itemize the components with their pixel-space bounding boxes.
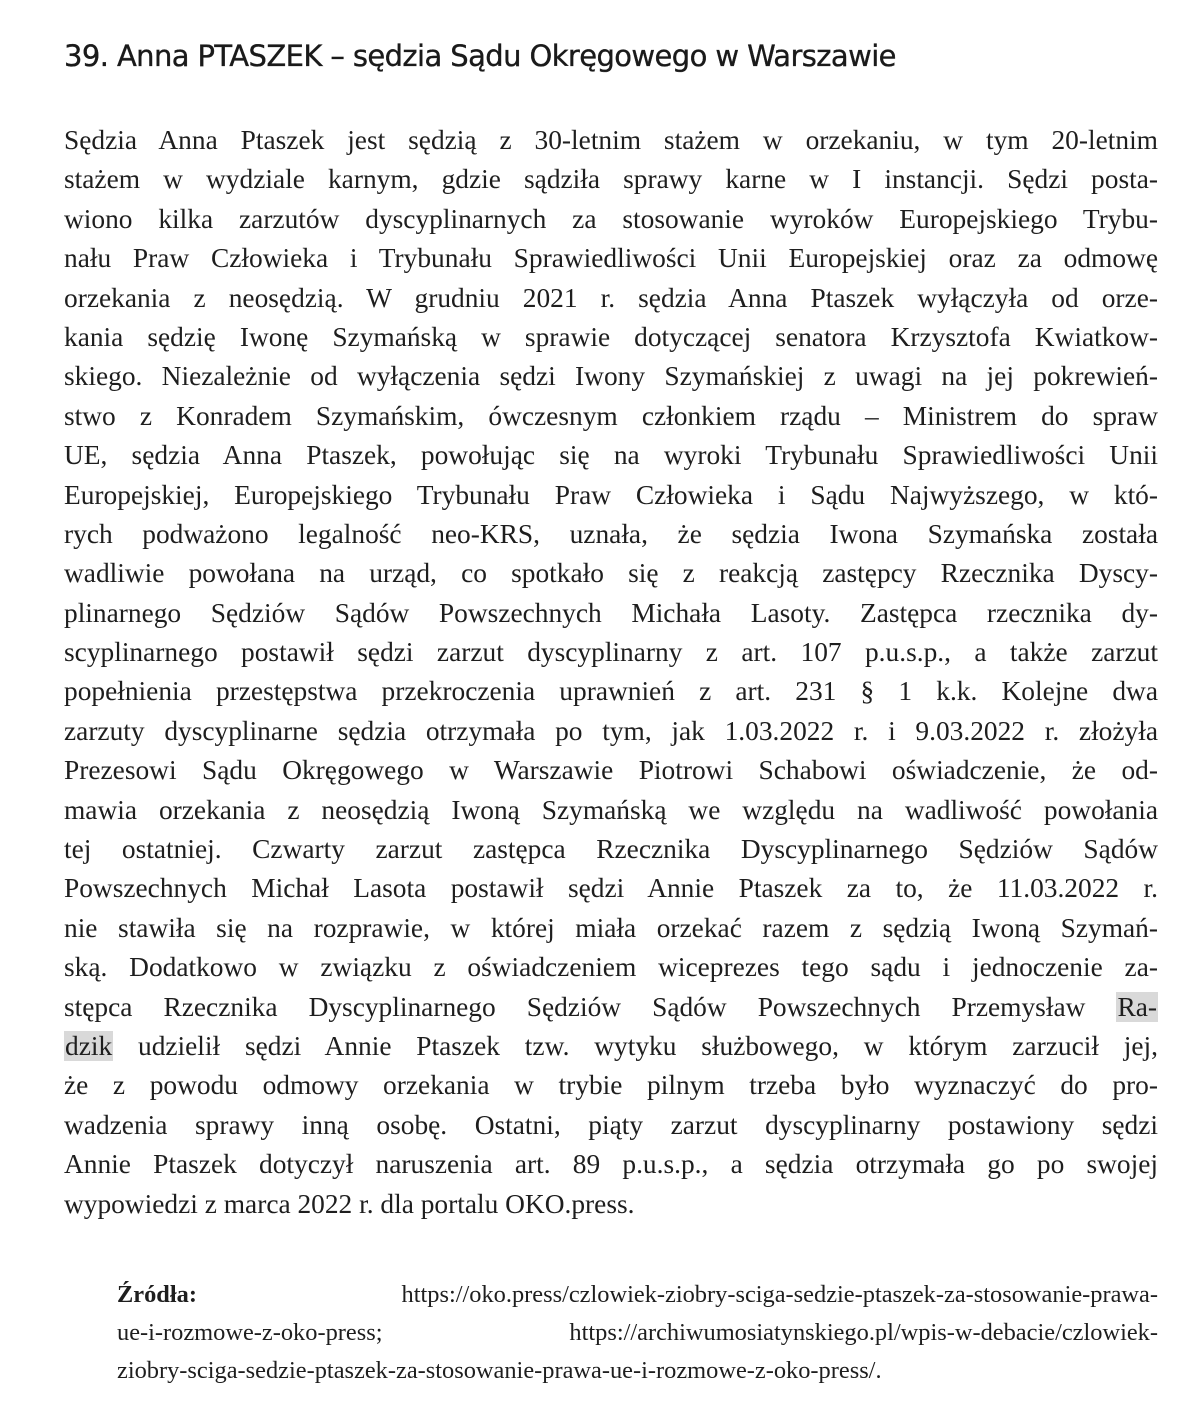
sources-line[interactable]: ue-i-rozmowe-z-oko-press; https://archiwumosiatynskiego.pl/wpis-w-debacie/czlowiek- xyxy=(117,1319,1158,1346)
paragraph-line: Annie Ptaszek dotyczył naruszenia art. 89 p.u.s.p., a sędzia otrzymała go po swojej xyxy=(64,1149,1158,1180)
section-heading: 39. Anna PTASZEK – sędzia Sądu Okręgowego w Warszawie xyxy=(64,39,896,73)
paragraph-line: nału Praw Człowieka i Trybunału Sprawiedliwości Unii Europejskiej oraz za odmowę xyxy=(64,243,1158,274)
paragraph-line: scyplinarnego postawił sędzi zarzut dyscyplinarny z art. 107 p.u.s.p., a także zarzut xyxy=(64,637,1158,668)
body-paragraph xyxy=(64,121,1158,1224)
line-text: stępca Rzecznika Dyscyplinarnego Sędziów Sądów Powszechnych Przemysław xyxy=(64,991,1117,1022)
paragraph-line: mawia orzekania z neosędzią Iwoną Szymańską we względu na wadliwość powołania xyxy=(64,794,1158,825)
paragraph-line: stażem w wydziale karnym, gdzie sądziła sprawy karne w I instancji. Sędzi posta- xyxy=(64,164,1158,195)
paragraph-line: orzekania z neosędzią. W grudniu 2021 r. sędzia Anna Ptaszek wyłączyła od orze- xyxy=(64,282,1158,313)
paragraph-line: skiego. Niezależnie od wyłączenia sędzi Iwony Szymańskiej z uwagi na jej pokrewień- xyxy=(64,361,1158,392)
paragraph-line: zarzuty dyscyplinarne sędzia otrzymała po tym, jak 1.03.2022 r. i 9.03.2022 r. złożyła xyxy=(64,715,1158,746)
paragraph-line: plinarnego Sędziów Sądów Powszechnych Michała Lasoty. Zastępca rzecznika dy- xyxy=(64,597,1158,628)
paragraph-line: nie stawiła się na rozprawie, w której miała orzekać razem z sędzią Iwoną Szymań- xyxy=(64,912,1158,943)
paragraph-line: Europejskiej, Europejskiego Trybunału Praw Człowieka i Sądu Najwyższego, w któ- xyxy=(64,479,1158,510)
sources-line[interactable]: ziobry-sciga-sedzie-ptaszek-za-stosowanie-prawa-ue-i-rozmowe-z-oko-press/. xyxy=(117,1357,882,1384)
paragraph-line-highlight-a xyxy=(64,988,1158,1027)
paragraph-line: wadzenia sprawy inną osobę. Ostatni, piąty zarzut dyscyplinarny postawiony sędzi xyxy=(64,1109,1158,1140)
sources-block xyxy=(117,1276,1158,1390)
text-selection-highlight[interactable]: dzik xyxy=(65,1030,113,1061)
text-selection-highlight[interactable]: Ra- xyxy=(1117,991,1157,1022)
paragraph-line: wiono kilka zarzutów dyscyplinarnych za stosowanie wyroków Europejskiego Trybu- xyxy=(64,203,1158,234)
source-link-1[interactable]: https://oko.press/czlowiek-ziobry-sciga-sedzie-ptaszek-za-stosowanie-prawa- xyxy=(196,1281,1158,1308)
paragraph-line: wypowiedzi z marca 2022 r. dla portalu OKO.press. xyxy=(64,1188,635,1219)
paragraph-line: Sędzia Anna Ptaszek jest sędzią z 30-letnim stażem w orzekaniu, w tym 20-letnim xyxy=(64,125,1158,155)
sources-label: Źródła: xyxy=(117,1281,197,1308)
line-text: udzielił sędzi Annie Ptaszek tzw. wytyku służbowego, w którym zarzucił jej, xyxy=(113,1030,1158,1061)
paragraph-line: tej ostatniej. Czwarty zarzut zastępca Rzecznika Dyscyplinarnego Sędziów Sądów xyxy=(64,834,1158,865)
paragraph-line: wadliwie powołana na urząd, co spotkało się z reakcją zastępcy Rzecznika Dyscy- xyxy=(64,558,1158,589)
sources-line xyxy=(117,1276,1158,1314)
paragraph-line: rych podważono legalność neo-KRS, uznała, że sędzia Iwona Szymańska została xyxy=(64,518,1158,549)
paragraph-line: popełnienia przestępstwa przekroczenia uprawnień z art. 231 § 1 k.k. Kolejne dwa xyxy=(64,676,1158,707)
paragraph-line: ską. Dodatkowo w związku z oświadczeniem wiceprezes tego sądu i jednoczenie za- xyxy=(64,952,1158,983)
paragraph-line: UE, sędzia Anna Ptaszek, powołując się na wyroki Trybunału Sprawiedliwości Unii xyxy=(64,440,1158,471)
paragraph-line: Prezesowi Sądu Okręgowego w Warszawie Piotrowi Schabowi oświadczenie, że od- xyxy=(64,755,1158,786)
paragraph-line: stwo z Konradem Szymańskim, ówczesnym członkiem rządu – Ministrem do spraw xyxy=(64,400,1158,431)
paragraph-line: że z powodu odmowy orzekania w trybie pilnym trzeba było wyznaczyć do pro- xyxy=(64,1070,1158,1101)
paragraph-line: Powszechnych Michał Lasota postawił sędzi Annie Ptaszek za to, że 11.03.2022 r. xyxy=(64,873,1158,904)
paragraph-line: kania sędzię Iwonę Szymańską w sprawie dotyczącej senatora Krzysztofa Kwiatkow- xyxy=(64,321,1158,352)
paragraph-line-highlight-b xyxy=(64,1027,1158,1066)
